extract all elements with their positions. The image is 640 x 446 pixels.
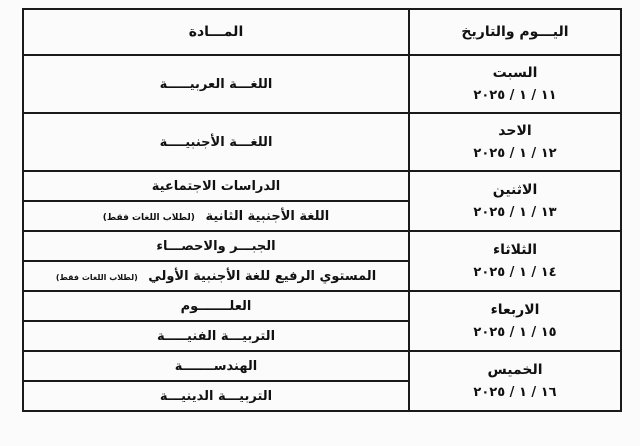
day-cell bbox=[409, 351, 621, 411]
subject-name: اللغـــة الأجنبيــــة bbox=[159, 134, 273, 150]
day-cell bbox=[409, 113, 621, 171]
day-date: ١٦ / ١ / ٢٠٢٥ bbox=[473, 385, 557, 400]
day-cell bbox=[409, 291, 621, 351]
subject-name: اللغـــة العربيـــــة bbox=[159, 76, 273, 92]
subject-name: العلـــــــوم bbox=[180, 298, 252, 314]
day-cell bbox=[409, 231, 621, 291]
subject-cell bbox=[23, 381, 409, 411]
day-name: الثلاثاء bbox=[492, 242, 538, 258]
day-name: الاثنين bbox=[492, 182, 538, 198]
subject-cell bbox=[23, 261, 409, 291]
table-row bbox=[23, 171, 621, 201]
day-name: الاربعاء bbox=[490, 302, 540, 318]
subject-note: (لطلاب اللغات فقط) bbox=[55, 272, 138, 282]
day-date: ١٣ / ١ / ٢٠٢٥ bbox=[473, 205, 557, 220]
subject-name: الهندســـــــة bbox=[174, 358, 258, 374]
exam-schedule-table bbox=[22, 8, 622, 412]
subject-name: الجبـــر والاحصـــاء bbox=[156, 238, 276, 254]
table-row bbox=[23, 55, 621, 113]
day-name: الاحد bbox=[498, 123, 532, 139]
subject-name: اللغة الأجنبية الثانية bbox=[205, 208, 330, 224]
table-row bbox=[23, 113, 621, 171]
subject-cell bbox=[23, 291, 409, 321]
day-date: ١٢ / ١ / ٢٠٢٥ bbox=[473, 146, 557, 161]
day-name: السبت bbox=[492, 65, 538, 81]
subject-cell bbox=[23, 321, 409, 351]
header-row bbox=[23, 9, 621, 55]
header-day-date: اليـــوم والتاريخ bbox=[409, 9, 621, 55]
day-date: ١١ / ١ / ٢٠٢٥ bbox=[473, 88, 557, 103]
subject-name: الدراسات الاجتماعية bbox=[151, 178, 281, 194]
subject-name: المستوي الرفيع للغة الأجنبية الأولي bbox=[148, 268, 377, 284]
subject-cell bbox=[23, 231, 409, 261]
day-date: ١٤ / ١ / ٢٠٢٥ bbox=[473, 265, 557, 280]
table-row bbox=[23, 231, 621, 261]
subject-cell bbox=[23, 201, 409, 231]
subject-note: (لطلاب اللغات فقط) bbox=[102, 212, 195, 223]
subject-name: التربيـــة الفنيـــــة bbox=[156, 328, 276, 344]
header-subject: المـــادة bbox=[23, 9, 409, 55]
subject-cell bbox=[23, 351, 409, 381]
subject-cell bbox=[23, 55, 409, 113]
table-row bbox=[23, 351, 621, 381]
day-cell bbox=[409, 171, 621, 231]
table-row bbox=[23, 291, 621, 321]
subject-name: التربيـــة الدينيـــة bbox=[159, 388, 273, 404]
subject-cell bbox=[23, 113, 409, 171]
day-name: الخميس bbox=[487, 362, 543, 378]
subject-cell bbox=[23, 171, 409, 201]
day-cell bbox=[409, 55, 621, 113]
day-date: ١٥ / ١ / ٢٠٢٥ bbox=[473, 325, 557, 340]
